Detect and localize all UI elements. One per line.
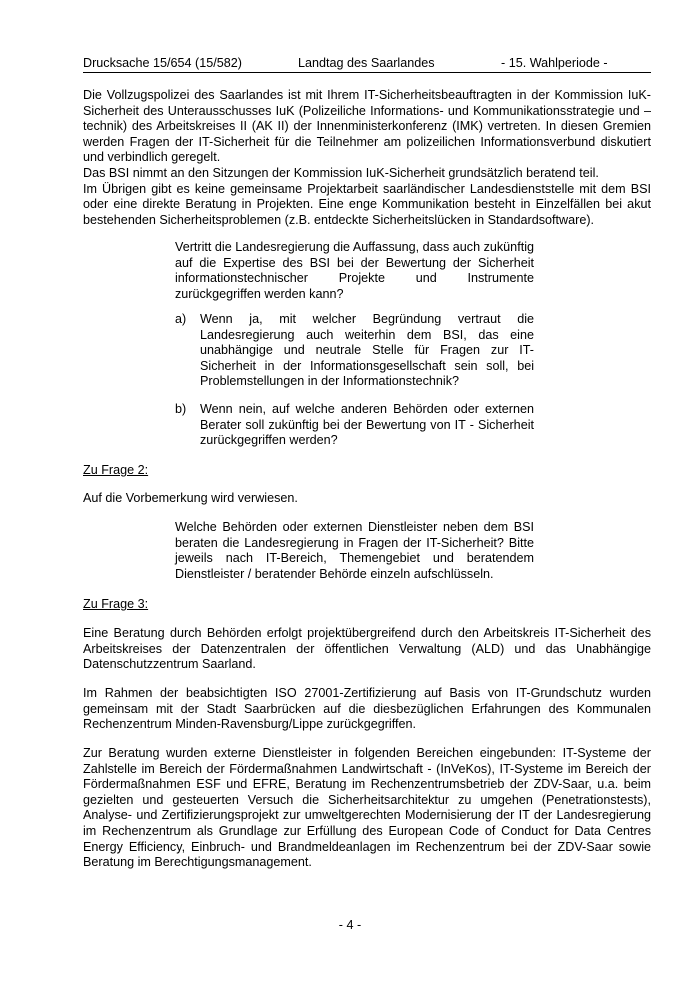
question-2-text: Vertritt die Landesregierung die Auffassung, dass auch zukünftig auf die Expertise des BSI bei der Bewertung der Sicherheit informationstechnischer Projekte und Instrumente zurückgegriffen werden kann?: [175, 240, 534, 301]
answer-3-heading: Zu Frage 3:: [83, 597, 149, 611]
answer-3-paragraph-2: Im Rahmen der beabsichtigten ISO 27001-Zertifizierung auf Basis von IT-Grundschutz wurden gemeinsam mit der Stadt Saarbrücken auf die diesbezüglichen Erfahrungen des Kommunalen Rechenzentrum Minden-Ravensburg/Lippe zurückgegriffen.: [83, 686, 651, 732]
intro-paragraph-2: Das BSI nimmt an den Sitzungen der Kommission IuK-Sicherheit grundsätzlich beratend teil.: [83, 165, 599, 180]
header-parliament: Landtag des Saarlandes: [298, 56, 435, 70]
answer-3-paragraph-1: Eine Beratung durch Behörden erfolgt projektübergreifend durch den Arbeitskreis IT-Sicherheit des Arbeitskreises der Datenzentralen der öffentlichen Verwaltung (ALD) und das Unabhängige Datenschutzzentrum Saarland.: [83, 626, 651, 672]
intro-paragraph-3: Im Übrigen gibt es keine gemeinsame Projektarbeit saarländischer Landesdienststelle mit dem BSI oder eine direkte Beratung in Projekten. Eine enge Kommunikation besteht in Einzelfällen bei akut bestehenden Sicherheitsproblemen (z.B. entdeckte Sicherheitslücken in Standardsoftware).: [83, 181, 651, 227]
header-document-number: Drucksache 15/654 (15/582): [83, 56, 242, 70]
question-3-text: Welche Behörden oder externen Dienstleister neben dem BSI beraten die Landesregierung in Fragen der IT-Sicherheit? Bitte jeweils nach IT-Bereich, Themengebiet und beratendem Dienstleister / beratender Behörde einzeln aufschlüsseln.: [175, 520, 534, 581]
question-2: [175, 240, 534, 302]
question-2b-label: b): [175, 402, 187, 416]
header-legislative-period: - 15. Wahlperiode -: [501, 56, 608, 70]
page-header: [83, 56, 651, 73]
answer-2-heading: Zu Frage 2:: [83, 463, 149, 477]
intro-paragraph-1: Die Vollzugspolizei des Saarlandes ist mit Ihrem IT-Sicherheitsbeauftragten in der Kommission IuK-Sicherheit des Unterausschusses IuK (Polizeiliche Informations- und Kommunikationsstrategie und –technik) des Arbeitskreises II (AK II) der Innenministerkonferenz (IMK) vertreten. In diesen Gremien werden Fragen der IT-Sicherheit für die Teilnehmer am polizeilichen Informationsverbund diskutiert und verbindlich geregelt.: [83, 88, 651, 165]
answer-3-paragraph-3: Zur Beratung wurden externe Dienstleister in folgenden Bereichen eingebunden: IT-Systeme der Zahlstelle im Bereich der Fördermaßnahmen Landwirtschaft ‐ (InVeKos), IT-Systeme im Bereich der Fördermaßnahmen ESF und EFRE, Beratung im Rechenzentrumsbetrieb der ZDV-Saar, u.a. beim gezielten und gesteuerten Versuch die Sicherheitsarchitektur zu umgehen (Penetrationstests), Analyse- und Zertifizierungsprojekt zur umweltgerechten Modernisierung der IT der Landesregierung im Rechenzentrum als Grundlage zur Erfüllung des European Code of Conduct for Data Centres Energy Efficiency, Einbruch- und Brandmeldeanlagen im Rechenzentrum bei der ZDV-Saar sowie Beratung im Berechtigungsmanagement.: [83, 746, 651, 870]
question-2a-text: Wenn ja, mit welcher Begründung vertraut die Landesregierung auch weiterhin dem BSI, das eine unabhängige und neutrale Stelle für Fragen zur IT-Sicherheit in der Informationsgesellschaft sein soll, bei Problemstellungen in der Informationstechnik?: [200, 312, 534, 389]
intro-section: [83, 88, 651, 228]
answer-2-text: Auf die Vorbemerkung wird verwiesen.: [83, 491, 298, 505]
question-3: [175, 520, 534, 582]
page-number: - 4 -: [338, 918, 362, 932]
question-2b-text: Wenn nein, auf welche anderen Behörden oder externen Berater soll zukünftig bei der Bewertung von IT - Sicherheit zurückgegriffen werden?: [200, 402, 534, 448]
question-2a-label: a): [175, 312, 187, 326]
